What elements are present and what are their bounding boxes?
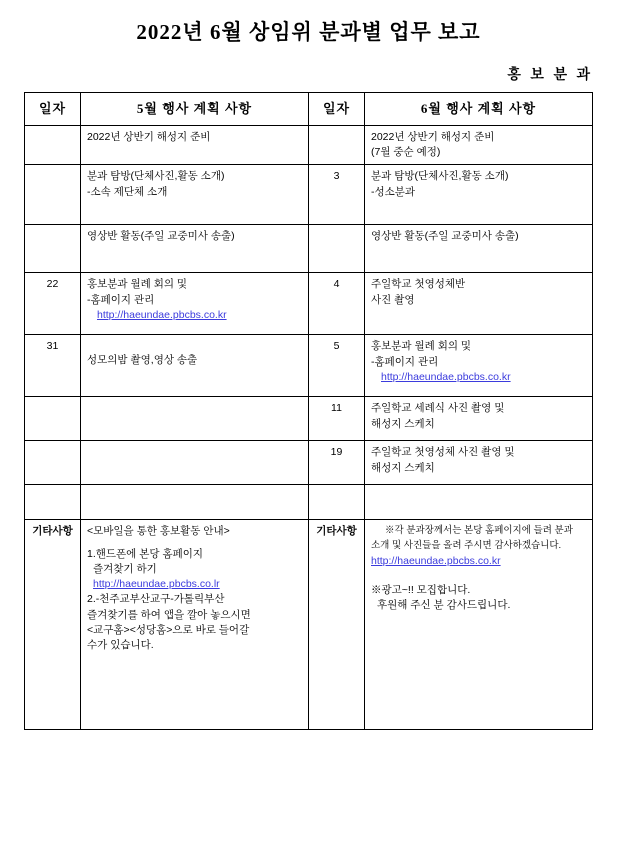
- cell-date-may: [25, 165, 81, 225]
- cell-plan-may: [81, 165, 309, 225]
- cell-date-may: [25, 126, 81, 165]
- table-header: [25, 93, 593, 126]
- text-line: 해성지 스케치: [371, 417, 435, 430]
- text-line: (7월 중순 예정): [371, 146, 441, 159]
- text-line: -홈페이지 관리: [371, 355, 439, 368]
- department-label: 홍 보 분 과: [507, 68, 593, 83]
- cell-plan-jun: [365, 126, 593, 165]
- text-line: ※각 분과장께서는 본당 홈페이지에 들려 분과: [385, 525, 573, 537]
- notes-label-right: 기타사항: [309, 520, 365, 730]
- table-row: [25, 335, 593, 397]
- report-table: [24, 92, 593, 730]
- cell-empty: [81, 485, 309, 520]
- table-row: [25, 397, 593, 441]
- cell-plan-jun: [365, 273, 593, 335]
- cell-empty: [365, 485, 593, 520]
- page-title: 2022년 6월 상임위 분과별 업무 보고: [136, 20, 481, 44]
- spacer: [371, 569, 586, 576]
- cell-plan-may: [81, 225, 309, 273]
- header-plan-may: 5월 행사 계획 사항: [81, 93, 309, 126]
- header-date-may: 일자: [25, 93, 81, 126]
- text-line: 주일학교 첫영성체 사진 촬영 및: [371, 446, 515, 459]
- cell-plan-may: [81, 273, 309, 335]
- text-line: ※광고~!! 모집합니다.: [371, 584, 471, 597]
- spacer: [87, 540, 302, 547]
- cell-date-may: [25, 225, 81, 273]
- cell-empty: [25, 485, 81, 520]
- text-line: 분과 탐방(단체사진,활동 소개): [371, 170, 509, 183]
- text-line: 소개 및 사진들을 올려 주시면 감사하겠습니다.: [371, 540, 562, 552]
- table-row-empty: [25, 485, 593, 520]
- homepage-link[interactable]: http://haeundae.pbcbs.co.kr: [381, 370, 511, 383]
- cell-plan-jun: [365, 397, 593, 441]
- text-line: 사진 촬영: [371, 293, 415, 306]
- text-line: 2.-천주교부산교구-가톨릭부산: [87, 593, 225, 606]
- cell-plan-jun: [365, 225, 593, 273]
- text-line: 주일학교 세례식 사진 촬영 및: [371, 402, 505, 415]
- text-line: 2022년 상반기 해성지 준비: [87, 131, 211, 143]
- table-row: [25, 441, 593, 485]
- homepage-link[interactable]: http://haeundae.pbcbs.co.kr: [371, 554, 501, 567]
- cell-date-may: 31: [25, 335, 81, 397]
- header-plan-jun: 6월 행사 계획 사항: [365, 93, 593, 126]
- text-line: 후원해 주신 분 감사드립니다.: [377, 599, 511, 612]
- cell-date-jun: 11: [309, 397, 365, 441]
- cell-date-jun: 5: [309, 335, 365, 397]
- text-line: 해성지 스케치: [371, 461, 435, 474]
- text-line: 홍보분과 월례 회의 및: [371, 340, 472, 353]
- text-line: 즐겨찾기 하기: [93, 562, 157, 575]
- text-line: 영상반 활동(주일 교중미사 송출): [371, 230, 519, 243]
- cell-date-may: [25, 397, 81, 441]
- table-body: [25, 126, 593, 730]
- cell-date-jun: 19: [309, 441, 365, 485]
- notes-label-left: 기타사항: [25, 520, 81, 730]
- notes-content-right: [365, 520, 593, 730]
- text-line: <교구홈><성당홈>으로 바로 들어갈: [87, 623, 250, 636]
- cell-date-jun: 3: [309, 165, 365, 225]
- homepage-link[interactable]: http://haeundae.pbcbs.co.kr: [97, 308, 227, 321]
- text-line: 영상반 활동(주일 교중미사 송출): [87, 230, 235, 243]
- text-line: -성소분과: [371, 185, 416, 198]
- cell-date-may: [25, 441, 81, 485]
- text-line: 성모의밤 촬영,영상 송출: [87, 354, 198, 367]
- notes-content-left: [81, 520, 309, 730]
- cell-plan-may: [81, 126, 309, 165]
- text-line: 즐겨찾기를 하여 앱을 깔아 놓으시면: [87, 608, 251, 621]
- document-page: [0, 16, 617, 848]
- table-row: [25, 225, 593, 273]
- cell-date-may: 22: [25, 273, 81, 335]
- table-row: [25, 165, 593, 225]
- cell-plan-jun: [365, 335, 593, 397]
- text-line: 2022년 상반기 해성지 준비: [371, 131, 495, 143]
- text-line: -소속 제단체 소개: [87, 185, 168, 198]
- cell-date-jun: [309, 225, 365, 273]
- cell-plan-may: [81, 441, 309, 485]
- cell-plan-may: [81, 335, 309, 397]
- header-date-jun: 일자: [309, 93, 365, 126]
- cell-plan-jun: [365, 165, 593, 225]
- text-line: <모바일을 통한 홍보활동 안내>: [87, 525, 230, 538]
- text-line: 분과 탐방(단체사진,활동 소개): [87, 170, 225, 183]
- cell-plan-may: [81, 397, 309, 441]
- text-line: 수가 있습니다.: [87, 638, 154, 651]
- cell-date-jun: 4: [309, 273, 365, 335]
- text-line: -홈페이지 관리: [87, 293, 155, 306]
- table-row-notes: [25, 520, 593, 730]
- text-line: 1.핸드폰에 본당 홈페이지: [87, 547, 204, 560]
- table-row: [25, 126, 593, 165]
- text-line: 주일학교 첫영성체반: [371, 278, 466, 291]
- spacer: [371, 576, 586, 583]
- cell-date-jun: [309, 126, 365, 165]
- text-line: 홍보분과 월례 회의 및: [87, 278, 188, 291]
- cell-empty: [309, 485, 365, 520]
- homepage-link[interactable]: http://haeundae.pbcbs.co.lr: [93, 578, 220, 591]
- cell-plan-jun: [365, 441, 593, 485]
- table-row: [25, 273, 593, 335]
